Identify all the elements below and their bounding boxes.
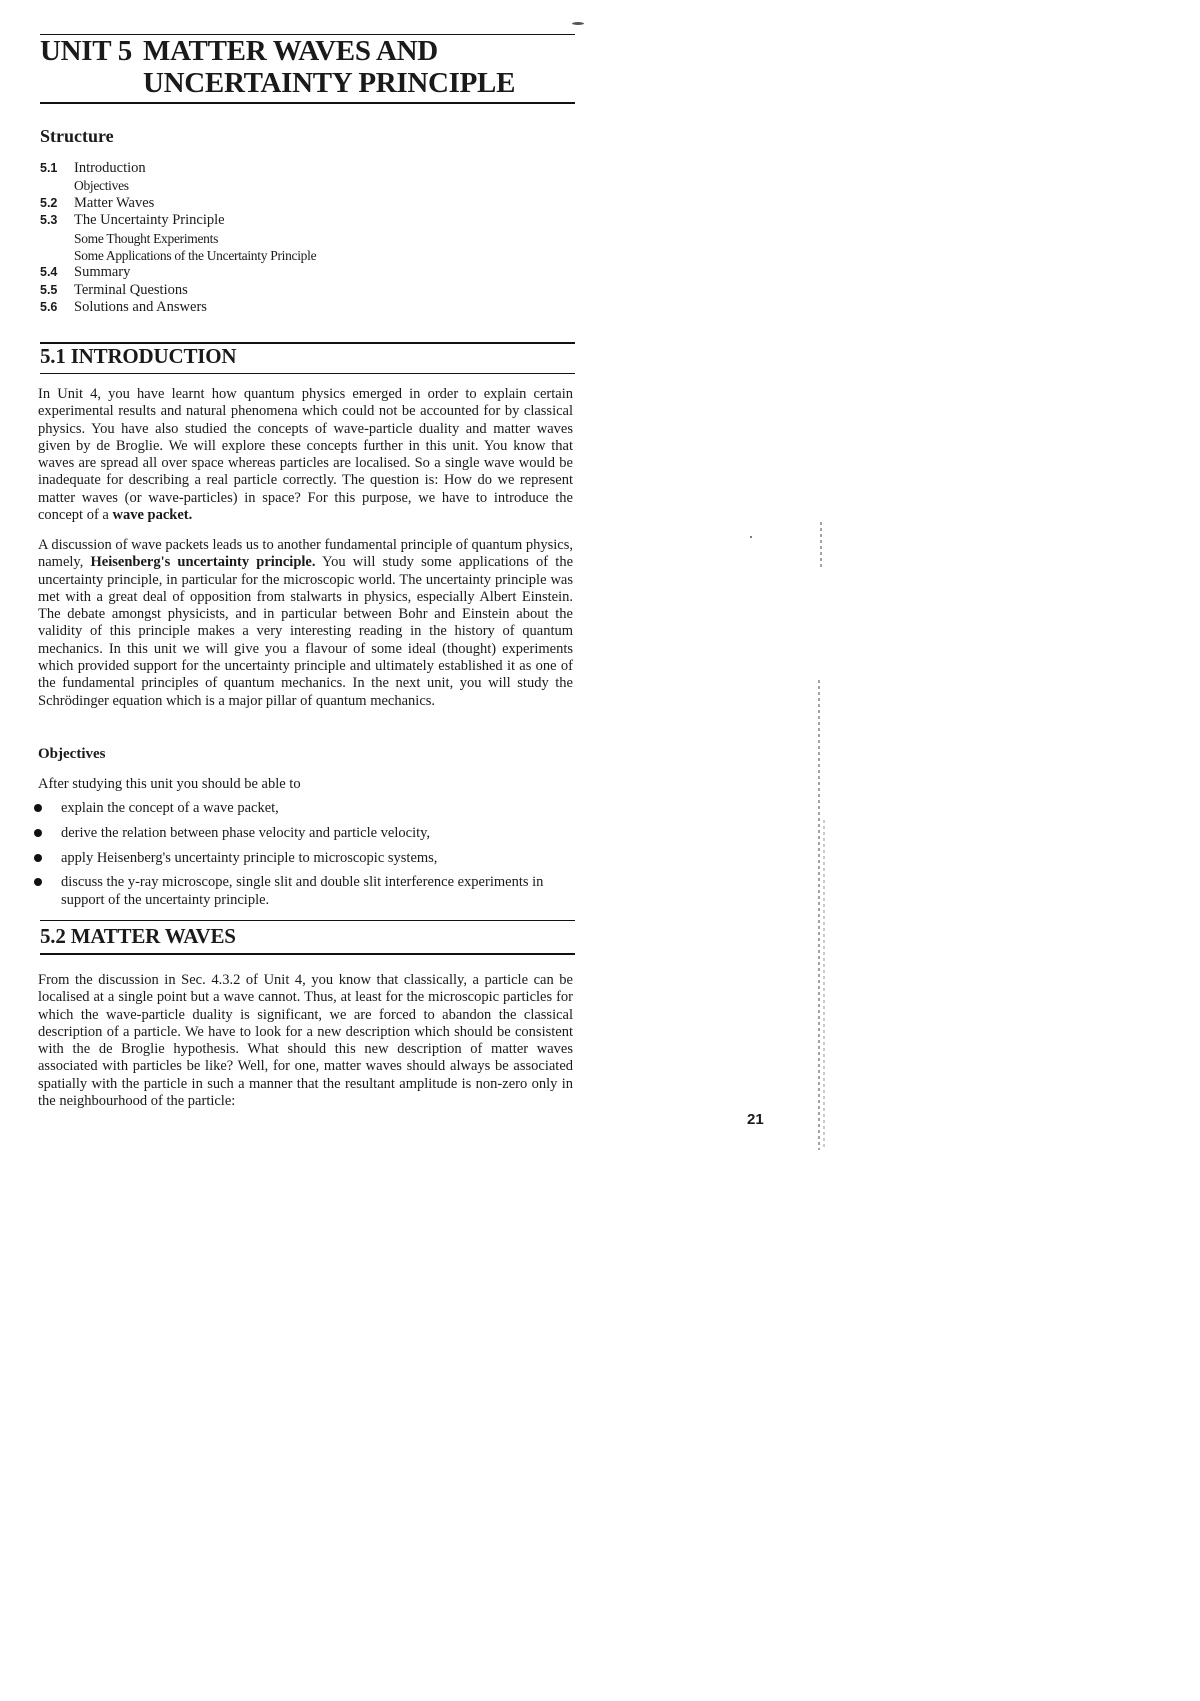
title-underline (40, 102, 575, 104)
intro-paragraph-1: In Unit 4, you have learnt how quantum physics emerged in order to explain certain experimental results and natural phenomena which could not be accounted for by classical physics. You have also studied the concepts of wave-particle duality and matter waves given by de Broglie. We will explore these concepts further in this unit. You know that waves are spread all over space whereas particles are localised. So a single wave would be inadequate for describing a real particle correctly. The question is: How do we represent matter waves (or wave-particles) in space? For this purpose, we have to introduce the concept of a wave packet. (38, 386, 573, 524)
uncertainty-principle-term: Heisenberg's uncertainty principle. (90, 554, 316, 571)
list-item: derive the relation between phase velocity and particle velocity, (34, 825, 574, 842)
list-item: discuss the y-ray microscope, single slit and double slit interference experiments in support of the uncertainty principle. (34, 874, 574, 909)
section-2-top-rule (40, 920, 575, 921)
toc-item: 5.3 The Uncertainty Principle (40, 212, 225, 229)
page-number: 21 (747, 1111, 764, 1128)
wave-packet-term: wave packet. (112, 507, 193, 524)
toc-item: 5.5 Terminal Questions (40, 281, 188, 298)
section-1-heading: 5.1 INTRODUCTION (40, 344, 237, 368)
toc-item: Objectives (74, 178, 129, 194)
toc-item: 5.4 Summary (40, 264, 131, 281)
list-item: explain the concept of a wave packet, (34, 800, 574, 817)
section-2-bottom-rule (40, 953, 575, 955)
section-2-heading: 5.2 MATTER WAVES (40, 924, 236, 948)
unit-label: UNIT 5 (40, 35, 132, 67)
table-of-contents (40, 160, 440, 317)
objectives-list (34, 800, 574, 916)
bullet-icon (34, 878, 42, 886)
structure-heading: Structure (40, 126, 114, 146)
scan-speck (750, 536, 752, 538)
list-item: apply Heisenberg's uncertainty principle to microscopic systems, (34, 850, 574, 867)
bullet-icon (34, 854, 42, 862)
bullet-icon (34, 829, 42, 837)
toc-item: 5.2 Matter Waves (40, 194, 155, 211)
toc-item: Some Thought Experiments (74, 230, 219, 246)
toc-item: 5.1 Introduction (40, 160, 146, 176)
toc-item: 5.6 Solutions and Answers (40, 299, 207, 316)
title-line-2: UNCERTAINTY PRINCIPLE (143, 67, 516, 99)
scan-edge-mark (823, 820, 825, 1150)
title-line-1: MATTER WAVES AND (143, 35, 438, 67)
scan-speck (572, 22, 584, 25)
matter-waves-paragraph: From the discussion in Sec. 4.3.2 of Unit 4, you know that classically, a particle can be localised at a single point but a wave cannot. Thus, at least for the microscopic particles for which the wave-particle duality is significant, we are forced to abandon the classical description of a particle. We have to look for a new description which should be consistent with the de Broglie hypothesis. What should this new description of matter waves associated with particles be like? Well, for one, matter waves should always be associated spatially with the particle in such a manner that the resultant amplitude is non-zero only in the neighbourhood of the particle: (38, 972, 573, 1110)
toc-item: Some Applications of the Uncertainty Principle (74, 247, 317, 263)
objectives-heading: Objectives (38, 746, 106, 762)
scan-edge-mark (820, 522, 822, 570)
bullet-icon (34, 804, 42, 812)
intro-paragraph-2: A discussion of wave packets leads us to another fundamental principle of quantum physics, namely, Heisenberg's uncertainty principle. You will study some applications of the uncertainty principle, in particular for the microscopic world. The uncertainty principle was met with a great deal of opposition from stalwarts in physics, especially Albert Einstein. The debate amongst physicists, and in particular between Bohr and Einstein about the validity of this principle makes a very interesting reading in the history of quantum mechanics. In this unit we will give you a flavour of some ideal (thought) experiments which provided support for the uncertainty principle and ultimately established it as one of the fundamental principles of quantum mechanics. In the next unit, you will study the Schrödinger equation which is a major pillar of quantum mechanics. (38, 537, 574, 709)
scan-edge-mark (818, 680, 820, 1150)
objectives-intro: After studying this unit you should be able to (38, 776, 301, 792)
section-1-bottom-rule (40, 373, 575, 374)
